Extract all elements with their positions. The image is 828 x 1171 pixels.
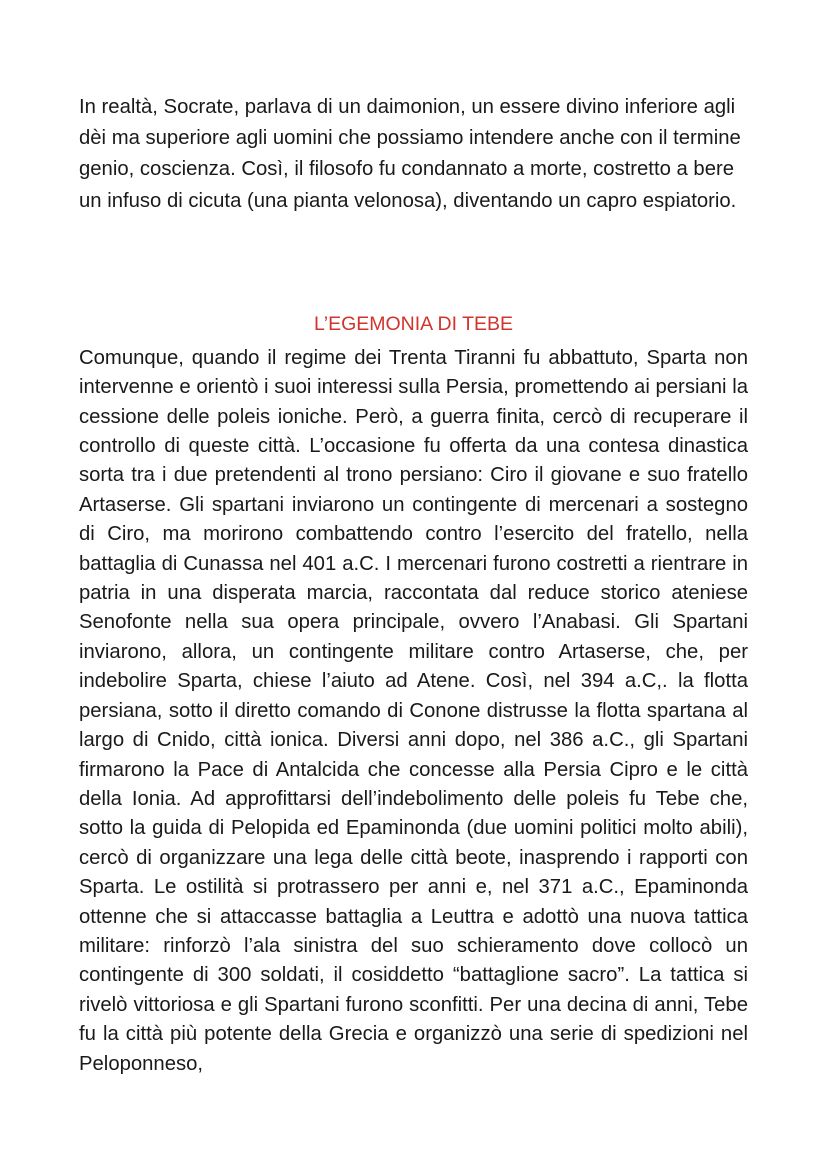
document-page <box>79 92 748 1079</box>
body-paragraph: Comunque, quando il regime dei Trenta Tiranni fu abbattuto, Sparta non intervenne e orientò i suoi interessi sulla Persia, promettendo ai persiani la cessione delle poleis ioniche. Però, a guerra finita, cercò di recuperare il controllo di queste città. L’occasione fu offerta da una contesa dinastica sorta tra i due pretendenti al trono persiano: Ciro il giovane e suo fratello Artaserse. Gli spartani inviarono un contingente di mercenari a sostegno di Ciro, ma morirono combattendo contro l’esercito del fratello, nella battaglia di Cunassa nel 401 a.C. I mercenari furono costretti a rientrare in patria in una disperata marcia, raccontata dal reduce storico ateniese Senofonte nella sua opera principale, ovvero l’Anabasi. Gli Spartani inviarono, allora, un contingente militare contro Artaserse, che, per indebolire Sparta, chiese l’aiuto ad Atene. Così, nel 394 a.C,. la flotta persiana, sotto il diretto comando di Conone distrusse la flotta spartana al largo di Cnido, città ionica. Diversi anni dopo, nel 386 a.C., gli Spartani firmarono la Pace di Antalcida che concesse alla Persia Cipro e le città della Ionia. Ad approfittarsi dell’indebolimento delle poleis fu Tebe che, sotto la guida di Pelopida ed Epaminonda (due uomini politici molto abili), cercò di organizzare una lega delle città beote, inasprendo i rapporti con Sparta. Le ostilità si protrassero per anni e, nel 371 a.C., Epaminonda ottenne che si attaccasse battaglia a Leuttra e adottò una nuova tattica militare: rinforzò l’ala sinistra del suo schieramento dove collocò un contingente di 300 soldati, il cosiddetto “battaglione sacro”. La tattica si rivelò vittoriosa e gli Spartani furono sconfitti. Per una decina di anni, Tebe fu la città più potente della Grecia e organizzò una serie di spedizioni nel Peloponneso, <box>79 346 748 1075</box>
section-title: L’EGEMONIA DI TEBE <box>313 312 514 335</box>
intro-paragraph: In realtà, Socrate, parlava di un daimonion, un essere divino inferiore agli dèi ma superiore agli uomini che possiamo intendere anche con il termine genio, coscienza. Così, il filosofo fu condannato a morte, costretto a bere un infuso di cicuta (una pianta velonosa), diventando un capro espiatorio. <box>79 96 741 212</box>
